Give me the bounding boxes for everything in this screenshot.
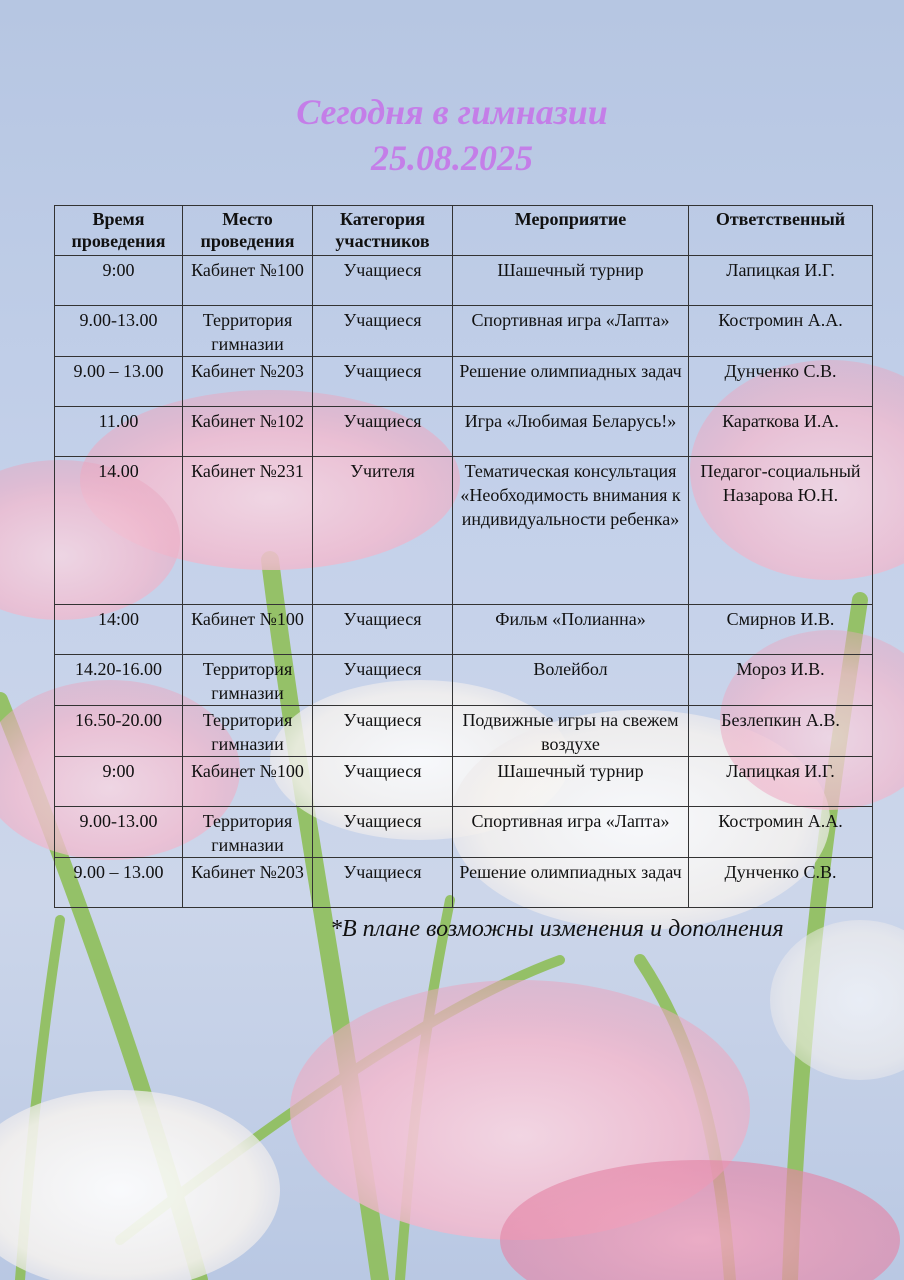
cell-time: 9.00 – 13.00 (55, 357, 183, 407)
cell-place: Кабинет №100 (183, 757, 313, 807)
cell-category: Учащиеся (313, 306, 453, 357)
cell-category: Учащиеся (313, 655, 453, 706)
cell-event: Фильм «Полианна» (453, 605, 689, 655)
cell-responsible: Дунченко С.В. (689, 858, 873, 908)
page-title: Сегодня в гимназии (296, 92, 608, 132)
cell-time: 14.00 (55, 457, 183, 605)
table-row (55, 655, 873, 706)
table-row (55, 757, 873, 807)
cell-category: Учащиеся (313, 256, 453, 306)
cell-place: Территория гимназии (183, 807, 313, 858)
column-header-category: Категория участников (313, 206, 453, 256)
cell-event: Решение олимпиадных задач (453, 858, 689, 908)
column-header-place: Место проведения (183, 206, 313, 256)
table-row (55, 306, 873, 357)
column-header-responsible: Ответственный (689, 206, 873, 256)
cell-event: Решение олимпиадных задач (453, 357, 689, 407)
cell-time: 14.20-16.00 (55, 655, 183, 706)
cell-event: Шашечный турнир (453, 757, 689, 807)
cell-responsible: Дунченко С.В. (689, 357, 873, 407)
cell-time: 14:00 (55, 605, 183, 655)
cell-time: 9.00-13.00 (55, 306, 183, 357)
cell-time: 9:00 (55, 757, 183, 807)
cell-event: Тематическая консультация «Необходимость внимания к индивидуальности ребенка» (453, 457, 689, 605)
cell-responsible: Костромин А.А. (689, 807, 873, 858)
footnote: *В плане возможны изменения и дополнения (330, 916, 784, 942)
schedule-table (54, 205, 873, 908)
cell-time: 11.00 (55, 407, 183, 457)
cell-event: Спортивная игра «Лапта» (453, 306, 689, 357)
cell-time: 16.50-20.00 (55, 706, 183, 757)
cell-place: Кабинет №100 (183, 256, 313, 306)
cell-responsible: Смирнов И.В. (689, 605, 873, 655)
cell-place: Территория гимназии (183, 306, 313, 357)
table-row (55, 706, 873, 757)
table-header-row (55, 206, 873, 256)
cell-responsible: Костромин А.А. (689, 306, 873, 357)
cell-event: Волейбол (453, 655, 689, 706)
cell-category: Учителя (313, 457, 453, 605)
page-date: 25.08.2025 (371, 138, 533, 178)
cell-category: Учащиеся (313, 807, 453, 858)
cell-category: Учащиеся (313, 357, 453, 407)
cell-place: Территория гимназии (183, 706, 313, 757)
table-row (55, 807, 873, 858)
cell-event: Спортивная игра «Лапта» (453, 807, 689, 858)
cell-place: Кабинет №203 (183, 858, 313, 908)
table-row (55, 256, 873, 306)
cell-category: Учащиеся (313, 757, 453, 807)
cell-event: Подвижные игры на свежем воздухе (453, 706, 689, 757)
table-row (55, 457, 873, 605)
cell-place: Кабинет №102 (183, 407, 313, 457)
cell-responsible: Караткова И.А. (689, 407, 873, 457)
cell-place: Кабинет №203 (183, 357, 313, 407)
table-row (55, 407, 873, 457)
cell-event: Шашечный турнир (453, 256, 689, 306)
cell-place: Кабинет №231 (183, 457, 313, 605)
cell-category: Учащиеся (313, 858, 453, 908)
table-row (55, 605, 873, 655)
cell-place: Территория гимназии (183, 655, 313, 706)
cell-event: Игра «Любимая Беларусь!» (453, 407, 689, 457)
cell-place: Кабинет №100 (183, 605, 313, 655)
cell-responsible: Педагог-социальный Назарова Ю.Н. (689, 457, 873, 605)
cell-responsible: Мороз И.В. (689, 655, 873, 706)
column-header-event: Мероприятие (453, 206, 689, 256)
cell-category: Учащиеся (313, 407, 453, 457)
cell-responsible: Лапицкая И.Г. (689, 256, 873, 306)
cell-time: 9.00 – 13.00 (55, 858, 183, 908)
table-row (55, 357, 873, 407)
cell-time: 9:00 (55, 256, 183, 306)
cell-responsible: Безлепкин А.В. (689, 706, 873, 757)
cell-time: 9.00-13.00 (55, 807, 183, 858)
cell-category: Учащиеся (313, 605, 453, 655)
cell-responsible: Лапицкая И.Г. (689, 757, 873, 807)
cell-category: Учащиеся (313, 706, 453, 757)
column-header-time: Время проведения (55, 206, 183, 256)
table-row (55, 858, 873, 908)
